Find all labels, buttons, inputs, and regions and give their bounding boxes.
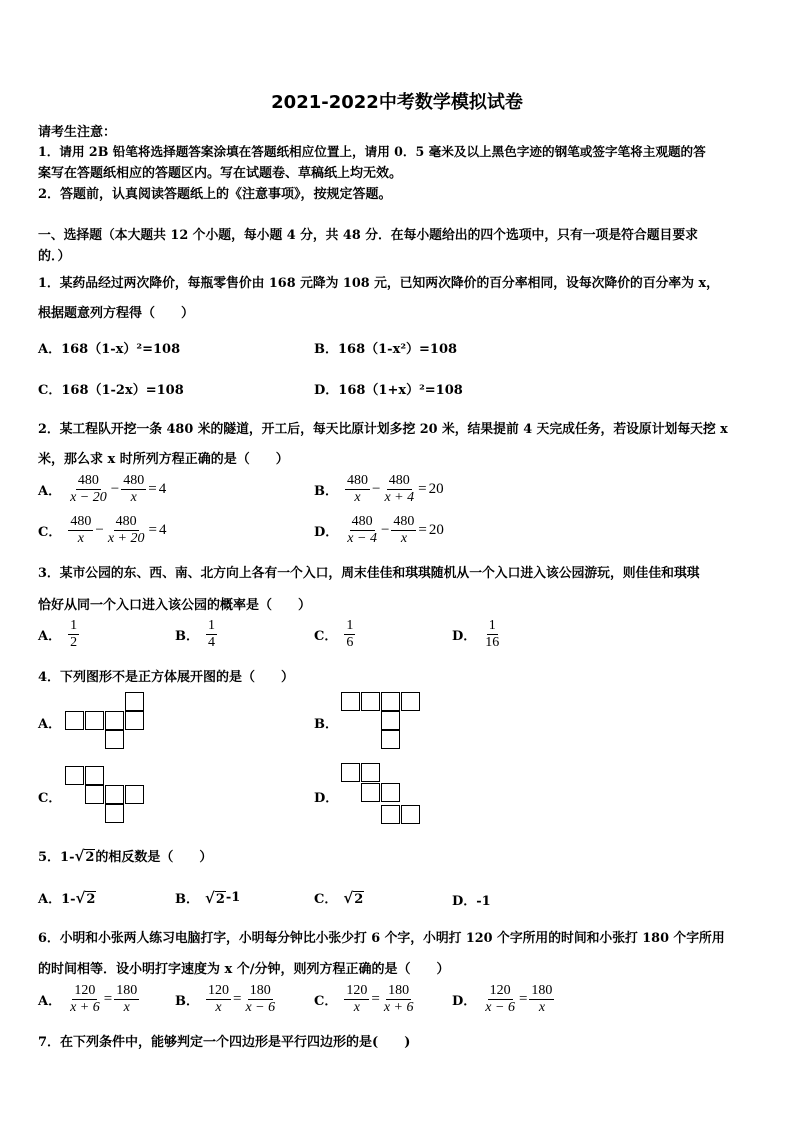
- q5-stem: [38, 846, 212, 865]
- q5-option-b-suffix: -1: [225, 890, 241, 905]
- q2-option-c: C． $\frac{480}{x}$ − $\frac{480}{x + 20}$ = 4: [38, 514, 167, 546]
- q5-stem-radicand: 2: [85, 849, 95, 865]
- q6-a-num2: 180: [116, 983, 138, 998]
- q3-b-den: 4: [208, 635, 215, 650]
- q1-option-c: C．168（1-2x）=108: [38, 383, 184, 398]
- q5-option-a: A．1- √ 2: [38, 888, 96, 907]
- q2-a-num1: 480: [77, 473, 99, 488]
- notice-line-1: 1．请用 2B 铅笔将选择题答案涂填在答题纸相应位置上，请用 0．5 毫米及以上黑色字迹的钢笔或签字笔将主观题的答: [38, 144, 706, 159]
- notice-heading: 请考生注意：: [38, 125, 117, 140]
- q1-stem-line-2: 根据题意列方程得（ ）: [38, 306, 195, 321]
- q5-option-b-label: B．: [175, 892, 199, 907]
- q2-a-num2: 480: [123, 473, 145, 488]
- q5-option-c: C． √ 2: [314, 888, 364, 907]
- q5-option-c-radicand: 2: [354, 891, 364, 907]
- q6-option-d: D． $\frac{120}{x - 6}$ = $\frac{180}{x}$: [452, 983, 553, 1015]
- q4-option-a-label: A．: [38, 717, 62, 732]
- q2-a-den1: x − 20: [70, 490, 107, 505]
- q6-option-a-label: A．: [38, 994, 62, 1009]
- q6-option-b-label: B．: [175, 994, 199, 1009]
- q6-d-den2: x: [538, 1000, 546, 1015]
- q2-a-den2: x: [130, 490, 137, 505]
- q6-b-den1: x: [215, 1000, 222, 1015]
- q2-option-b: B． $\frac{480}{x}$ − $\frac{480}{x + 4}$ = 20: [314, 473, 444, 505]
- q6-d-den1: x − 6: [485, 1000, 515, 1015]
- q6-option-a: A． $\frac{120}{x + 6}$ = $\frac{180}{x}$: [38, 983, 138, 1015]
- q6-d-num2: 180: [531, 983, 553, 998]
- q4-stem: 4．下列图形不是正方体展开图的是（ ）: [38, 670, 295, 685]
- q6-b-num2: 180: [249, 983, 271, 998]
- q5-option-b: B． √ 2 -1: [175, 888, 241, 907]
- q5-stem-sqrt: √ 2: [74, 846, 95, 865]
- q1-stem-line-1: 1．某药品经过两次降价，每瓶零售价由 168 元降为 108 元，已知两次降价的百分率相同，设每次降价的百分率为 x，: [38, 276, 719, 291]
- notice-line-2: 案写在答题纸相应的答题区内。写在试题卷、草稿纸上均无效。: [38, 166, 403, 181]
- q2-stem-line-1: 2．某工程队开挖一条 480 米的隧道，开工后，每天比原计划多挖 20 米，结果提前 4 天完成任务，若设原计划每天挖 x: [38, 422, 728, 437]
- q2-option-d: D． $\frac{480}{x - 4}$ − $\frac{480}{x}$ = 20: [314, 514, 444, 546]
- q6-c-den1: x: [353, 1000, 360, 1015]
- q2-option-b-label: B．: [314, 484, 338, 499]
- q3-option-d-label: D．: [452, 629, 477, 644]
- q2-a-rhs: 4: [158, 481, 167, 497]
- q2-c-num1: 480: [70, 514, 92, 529]
- q3-option-a-label: A．: [38, 629, 62, 644]
- q2-c-den2: x + 20: [107, 531, 145, 546]
- q6-stem-line-2: 的时间相等．设小明打字速度为 x 个/分钟，则列方程正确的是（ ）: [38, 962, 450, 977]
- q6-b-num1: 120: [208, 983, 229, 998]
- q6-option-c: C． $\frac{120}{x}$ = $\frac{180}{x + 6}$: [314, 983, 414, 1015]
- q6-a-num1: 120: [74, 983, 96, 998]
- q3-b-num: 1: [208, 618, 215, 633]
- q3-c-den: 6: [346, 635, 354, 650]
- q3-option-a: [38, 618, 80, 651]
- section-heading-line-1: 一、选择题（本大题共 12 个小题，每小题 4 分，共 48 分．在每小题给出的四个选项中，只有一项是符合题目要求: [38, 228, 698, 243]
- q6-a-den2: x: [123, 1000, 130, 1015]
- q3-option-b-label: B．: [175, 629, 199, 644]
- q3-option-c: [314, 618, 356, 651]
- q2-d-num1: 480: [351, 514, 373, 529]
- q6-d-num1: 120: [489, 983, 511, 998]
- q3-d-num: 1: [488, 618, 496, 633]
- q5-option-a-radicand: 2: [86, 891, 96, 907]
- q2-d-den1: x − 4: [347, 531, 377, 546]
- q5-option-b-radicand: 2: [215, 891, 225, 907]
- q2-b-rhs: 20: [428, 481, 444, 497]
- q6-option-b: B． $\frac{120}{x}$ = $\frac{180}{x - 6}$: [175, 983, 276, 1015]
- q2-b-den1: x: [354, 490, 361, 505]
- q3-option-d: [452, 618, 502, 651]
- q4-option-c-label: C．: [38, 791, 62, 806]
- q6-option-c-label: C．: [314, 994, 338, 1009]
- q2-option-c-label: C．: [38, 525, 62, 540]
- q5-option-c-label: C．: [314, 892, 338, 907]
- q6-b-den2: x − 6: [245, 1000, 276, 1015]
- q7-stem: 7．在下列条件中，能够判定一个四边形是平行四边形的是( ): [38, 1035, 411, 1050]
- q6-c-den2: x + 6: [383, 1000, 414, 1015]
- q2-stem-line-2: 米，那么求 x 时所列方程正确的是（ ）: [38, 452, 289, 467]
- q6-c-num2: 180: [388, 983, 410, 998]
- q3-option-b: [175, 618, 218, 651]
- q2-option-a-label: A．: [38, 484, 62, 499]
- q3-option-c-label: C．: [314, 629, 338, 644]
- q3-stem-line-2: 恰好从同一个入口进入该公园的概率是（ ）: [38, 598, 312, 613]
- q3-d-den: 16: [485, 635, 500, 650]
- q2-option-a: A． $\frac{480}{x - 20}$ − $\frac{480}{x}$ = 4: [38, 473, 167, 505]
- q2-c-rhs: 4: [158, 522, 167, 538]
- q6-option-d-label: D．: [452, 994, 477, 1009]
- q3-a-num: 1: [70, 618, 78, 633]
- q2-b-den2: x + 4: [384, 490, 415, 505]
- q3-c-num: 1: [346, 618, 354, 633]
- q2-d-den2: x: [400, 531, 408, 546]
- q2-c-num2: 480: [115, 514, 137, 529]
- q1-option-a: A．168（1-x）²=108: [38, 342, 181, 357]
- q2-b-num1: 480: [347, 473, 368, 488]
- q6-a-den1: x + 6: [70, 1000, 100, 1015]
- q5-option-a-prefix: A．1-: [38, 892, 76, 907]
- q4-option-d-label: D．: [314, 791, 339, 806]
- q6-stem-line-1: 6．小明和小张两人练习电脑打字，小明每分钟比小张少打 6 个字，小明打 120 个字所用的时间和小张打 180 个字所用: [38, 931, 725, 946]
- q6-c-num1: 120: [346, 983, 368, 998]
- q2-d-num2: 480: [393, 514, 415, 529]
- q4-option-b-label: B．: [314, 717, 338, 732]
- q2-d-rhs: 20: [428, 522, 444, 538]
- q2-option-d-label: D．: [314, 525, 339, 540]
- q1-option-b: B．168（1-x²）=108: [314, 342, 458, 357]
- q2-b-num2: 480: [388, 473, 410, 488]
- q5-stem-prefix: 5．1-: [38, 850, 75, 865]
- q1-option-d: D．168（1+x）²=108: [314, 383, 463, 398]
- q3-a-den: 2: [70, 635, 78, 650]
- section-heading-line-2: 的．）: [38, 249, 71, 264]
- notice-line-3: 2．答题前，认真阅读答题纸上的《注意事项》，按规定答题。: [38, 187, 392, 202]
- q5-option-d: D．-1: [452, 894, 491, 909]
- q5-stem-suffix: 的相反数是（ ）: [95, 850, 213, 865]
- q2-c-den1: x: [77, 531, 84, 546]
- page-title: 2021-2022中考数学模拟试卷: [271, 92, 523, 113]
- q3-stem-line-1: 3．某市公园的东、西、南、北方向上各有一个入口，周末佳佳和琪琪随机从一个入口进入该公园游玩，则佳佳和琪琪: [38, 566, 700, 581]
